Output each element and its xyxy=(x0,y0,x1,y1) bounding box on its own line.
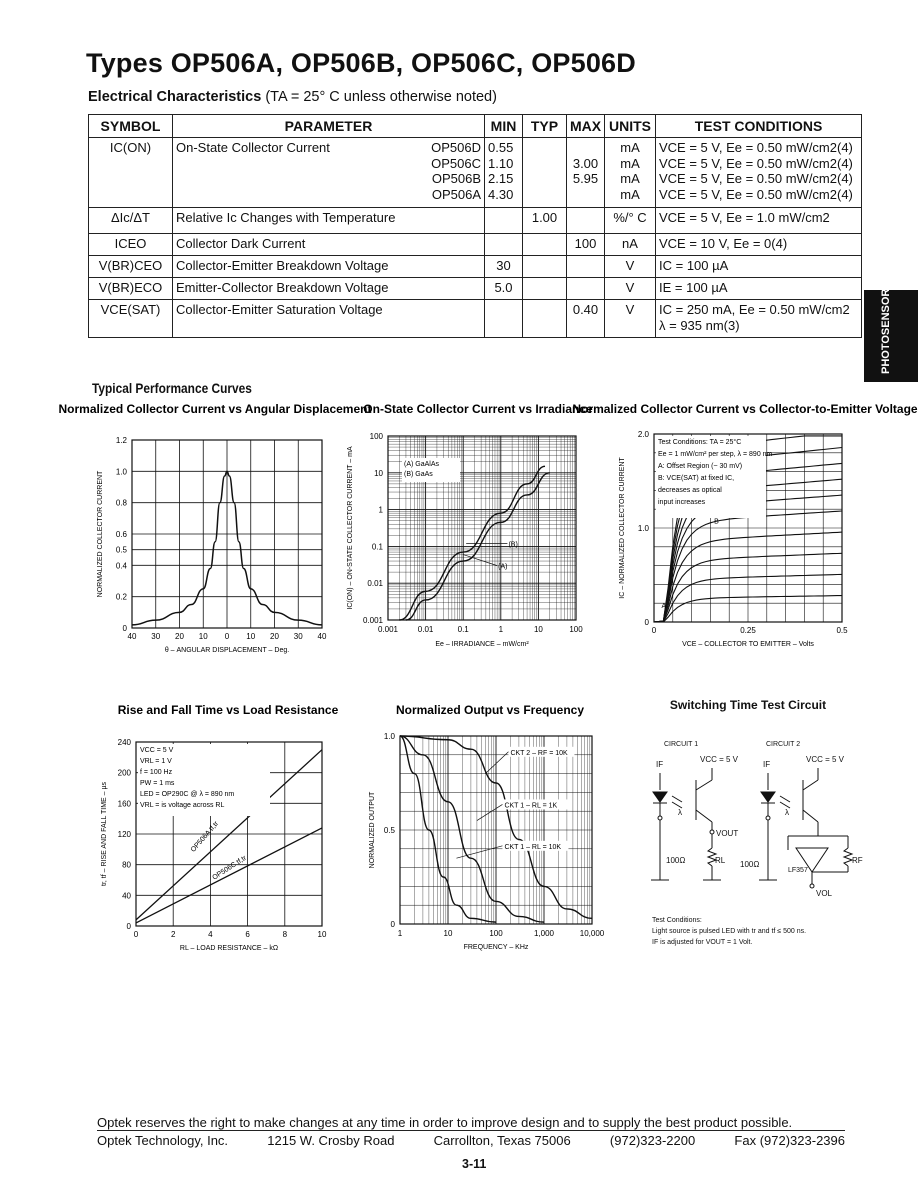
page-title: Types OP506A, OP506B, OP506C, OP506D xyxy=(86,48,636,78)
row-parameter: Relative Ic Changes with Temperature xyxy=(173,208,485,234)
chart-title: On-State Collector Current vs Irradiance xyxy=(363,402,593,416)
min-value: 2.15 xyxy=(488,171,514,186)
series-label: CKT 1 – RL = 1K xyxy=(504,802,558,810)
footer-notice: Optek reserves the right to make changes at any time in order to improve design and to supply the best product possible. xyxy=(97,1115,793,1130)
col-parameter: PARAMETER xyxy=(173,115,485,138)
test-conditions-note: IF is adjusted for VOUT = 1 Volt. xyxy=(652,939,753,946)
annotation-leader xyxy=(477,804,503,820)
condition: IC = 250 mA, Ee = 0.50 mW/cm2 xyxy=(659,302,850,317)
footer-contact xyxy=(97,1133,845,1148)
section-title: Typical Performance Curves xyxy=(92,380,252,396)
row-units: %/° C xyxy=(605,208,656,234)
y-tick-label: 120 xyxy=(117,830,131,839)
chart-plot xyxy=(369,732,605,951)
row-units xyxy=(605,138,656,208)
min-value: 4.30 xyxy=(488,186,514,202)
max-value: 3.00 xyxy=(572,155,599,171)
unit-value: mA xyxy=(620,171,640,186)
x-axis-label: θ – ANGULAR DISPLACEMENT – Deg. xyxy=(164,647,290,654)
table-row xyxy=(89,256,862,278)
annotation-leader xyxy=(485,752,508,774)
y-tick-label: 0.001 xyxy=(362,616,383,625)
y-tick-label: 1.0 xyxy=(115,467,127,477)
y-tick-label: 160 xyxy=(117,799,131,809)
annotation: decreases as optical xyxy=(658,487,722,494)
part-number: OP506B xyxy=(431,171,481,186)
vcc-label: VCC = 5 V xyxy=(700,755,739,764)
y-axis-label: tr, tf – RISE AND FALL TIME – µs xyxy=(101,781,108,887)
annotation: B: VCE(SAT) at fixed IC, xyxy=(658,475,735,482)
x-tick-label: 100 xyxy=(569,625,583,634)
vout-label: VOUT xyxy=(716,829,739,838)
row-max: 0.40 xyxy=(567,300,605,338)
condition: VCE = 5 V, Ee = 0.50 mW/cm2(4) xyxy=(659,155,853,171)
electrical-characteristics-heading xyxy=(88,89,497,105)
y-tick-label: 0.01 xyxy=(367,579,383,589)
x-tick-label: 1,000 xyxy=(533,929,555,938)
y-tick-label: 0 xyxy=(122,624,127,633)
lambda-label: λ xyxy=(678,808,682,817)
x-axis-label: Ee – IRRADIANCE – mW/cm² xyxy=(435,641,529,648)
y-axis-label: IC – NORMALIZED COLLECTOR CURRENT xyxy=(619,457,626,599)
x-tick-label: 0 xyxy=(133,930,139,939)
y-tick-label: 80 xyxy=(122,860,131,870)
table-row xyxy=(89,138,862,208)
min-value: 0.55 xyxy=(488,140,514,155)
company-city: Carrollton, Texas 75006 xyxy=(433,1133,571,1148)
row-max xyxy=(567,278,605,300)
row-min: 5.0 xyxy=(485,278,523,300)
annotation: LED = OP290C @ λ = 890 nm xyxy=(140,791,235,798)
y-tick-label: 0.4 xyxy=(115,561,127,571)
x-tick-label: 40 xyxy=(317,632,327,641)
max-value xyxy=(570,187,601,203)
x-tick-label: 0 xyxy=(224,632,230,641)
x-axis-label: VCE – COLLECTOR TO EMITTER – Volts xyxy=(682,641,814,648)
annotation: B xyxy=(714,518,719,526)
lambda-label: λ xyxy=(785,808,789,817)
x-tick-label: 10 xyxy=(443,929,453,938)
x-tick-label: 0.001 xyxy=(377,625,399,634)
chart-title: Normalized Output vs Frequency xyxy=(395,703,585,717)
row-conditions xyxy=(656,138,862,208)
x-tick-label: 100 xyxy=(489,929,503,938)
chart-title: Rise and Fall Time vs Load Resistance xyxy=(117,703,339,717)
legend-entry: (B) GaAs xyxy=(404,471,433,478)
chart-plot xyxy=(619,430,848,648)
subtitle-note: (TA = 25° C unless otherwise noted) xyxy=(265,89,497,105)
row-max: 100 xyxy=(567,234,605,256)
row-units: V xyxy=(605,278,656,300)
company-name: Optek Technology, Inc. xyxy=(97,1133,229,1148)
annotation: A xyxy=(661,602,667,610)
side-tab xyxy=(864,281,918,382)
legend-entry: (A) GaAlAs xyxy=(404,461,440,468)
annotation: Test Conditions: TA = 25°C xyxy=(658,439,742,446)
x-tick-label: 20 xyxy=(175,632,184,641)
y-tick-label: 0.6 xyxy=(115,530,127,539)
y-axis-label: IC(ON) – ON-STATE COLLECTOR CURRENT – mA xyxy=(347,446,354,610)
col-symbol: SYMBOL xyxy=(89,115,173,138)
row-symbol: V(BR)ECO xyxy=(89,278,173,300)
y-tick-label: 240 xyxy=(117,738,131,747)
annotation: A: Offset Region (~ 30 mV) xyxy=(658,463,743,470)
condition: VCE = 5 V, Ee = 0.50 mW/cm2(4) xyxy=(659,171,853,186)
y-tick-label: 1.0 xyxy=(637,524,649,533)
chart-irradiance xyxy=(338,398,600,663)
y-tick-label: 0 xyxy=(644,618,649,627)
y-tick-label: 0 xyxy=(390,920,395,929)
unit-value: mA xyxy=(620,155,640,171)
row-conditions: IC = 100 µA xyxy=(656,256,862,278)
part-number: OP506C xyxy=(431,155,481,171)
x-tick-label: 8 xyxy=(282,930,288,939)
col-min: MIN xyxy=(485,115,523,138)
row-typ xyxy=(523,300,567,338)
chart-title: Normalized Collector Current vs Angular Displacement xyxy=(58,402,372,416)
annotation: input increases xyxy=(658,499,706,506)
annotation: f = 100 Hz xyxy=(140,769,173,776)
data-curve xyxy=(136,828,322,923)
row-units: V xyxy=(605,300,656,338)
x-tick-label: 2 xyxy=(170,930,176,939)
row-min xyxy=(485,234,523,256)
series-label: OP506A tf,tr xyxy=(189,820,221,854)
row-symbol: IC(ON) xyxy=(89,138,173,208)
row-symbol: ICEO xyxy=(89,234,173,256)
x-tick-label: 1 xyxy=(498,625,504,634)
table-row xyxy=(89,278,862,300)
row-min xyxy=(485,300,523,338)
row-typ xyxy=(523,278,567,300)
resistor-label: 100Ω xyxy=(666,856,686,865)
row-conditions: IE = 100 µA xyxy=(656,278,862,300)
series-label: OP506C tf,tr xyxy=(211,854,248,882)
x-tick-label: 10 xyxy=(198,632,208,641)
row-parameter xyxy=(173,138,485,208)
row-min xyxy=(485,138,523,208)
col-conditions: TEST CONDITIONS xyxy=(656,115,862,138)
switching-circuit-diagram xyxy=(648,700,863,950)
x-tick-label: 10 xyxy=(317,930,327,939)
vol-label: VOL xyxy=(816,889,833,898)
x-tick-label: 0 xyxy=(651,626,657,635)
y-tick-label: 0.2 xyxy=(115,592,127,602)
row-max xyxy=(567,138,605,208)
series-label: (A) xyxy=(498,563,508,571)
x-tick-label: 0.5 xyxy=(836,626,848,635)
chart-title: Normalized Collector Current vs Collector-to-Emitter Voltage xyxy=(572,402,918,416)
rf-label: RF xyxy=(852,856,863,865)
row-typ: 1.00 xyxy=(523,208,567,234)
x-tick-label: 6 xyxy=(245,930,250,939)
x-tick-label: 0.25 xyxy=(740,626,756,635)
y-axis-label: NORMALIZED OUTPUT xyxy=(369,791,376,869)
condition: VCE = 5 V, Ee = 0.50 mW/cm2(4) xyxy=(659,186,853,202)
y-tick-label: 1 xyxy=(378,505,383,515)
circuit2-label: CIRCUIT 2 xyxy=(766,741,801,748)
row-conditions: VCE = 5 V, Ee = 1.0 mW/cm2 xyxy=(656,208,862,234)
side-tab-label: PHOTOSENSORS xyxy=(880,281,892,374)
chart-plot xyxy=(101,738,327,952)
data-curve xyxy=(400,736,544,922)
chart-frequency xyxy=(360,702,605,962)
y-axis-label: NORMALIZED COLLECTOR CURRENT xyxy=(97,470,104,598)
y-tick-label: 200 xyxy=(117,768,131,778)
table-row xyxy=(89,300,862,338)
part-number: OP506D xyxy=(431,140,481,155)
row-symbol: ΔIc/ΔT xyxy=(89,208,173,234)
y-tick-label: 0 xyxy=(126,922,131,931)
col-typ: TYP xyxy=(523,115,567,138)
company-fax: Fax (972)323-2396 xyxy=(734,1133,845,1148)
col-units: UNITS xyxy=(605,115,656,138)
x-tick-label: 10 xyxy=(533,625,543,634)
x-tick-label: 20 xyxy=(270,632,279,641)
circuit1-label: CIRCUIT 1 xyxy=(664,741,699,748)
circuit-title: Switching Time Test Circuit xyxy=(669,698,827,712)
x-tick-label: 10 xyxy=(246,632,256,641)
opamp-label: LF357 xyxy=(788,867,808,874)
y-tick-label: 1.0 xyxy=(383,732,395,741)
chart-plot xyxy=(347,432,583,648)
if-label: IF xyxy=(656,760,664,769)
row-max xyxy=(567,256,605,278)
parameter-name: On-State Collector Current xyxy=(176,140,330,155)
y-tick-label: 0.1 xyxy=(371,542,383,552)
row-units: V xyxy=(605,256,656,278)
table-header-row xyxy=(89,115,862,138)
row-typ xyxy=(523,256,567,278)
annotation: VRL = 1 V xyxy=(140,758,172,765)
row-symbol: V(BR)CEO xyxy=(89,256,173,278)
if-label: IF xyxy=(763,760,771,769)
y-tick-label: 1.2 xyxy=(115,436,127,445)
x-tick-label: 0.01 xyxy=(417,625,434,634)
x-tick-label: 30 xyxy=(151,632,161,641)
test-conditions-note: Light source is pulsed LED with tr and tf ≤ 500 ns. xyxy=(652,928,807,935)
row-min xyxy=(485,208,523,234)
circuit1 xyxy=(651,768,721,880)
y-tick-label: 100 xyxy=(369,432,383,441)
max-value xyxy=(570,140,601,156)
subtitle-bold: Electrical Characteristics xyxy=(88,89,262,105)
y-tick-label: 40 xyxy=(122,891,131,901)
y-tick-label: 10 xyxy=(374,468,383,478)
x-tick-label: 0.1 xyxy=(457,625,469,634)
x-tick-label: 4 xyxy=(208,930,213,939)
spec-table xyxy=(88,114,862,338)
row-conditions: VCE = 10 V, Ee = 0(4) xyxy=(656,234,862,256)
footer-divider xyxy=(97,1130,845,1131)
y-tick-label: 2.0 xyxy=(637,430,649,439)
row-parameter: Collector Dark Current xyxy=(173,234,485,256)
rl-label: RL xyxy=(715,856,726,865)
resistor-label: 100Ω xyxy=(740,860,760,869)
chart-rise-fall xyxy=(98,702,338,962)
company-address: 1215 W. Crosby Road xyxy=(267,1133,395,1148)
company-phone: (972)323-2200 xyxy=(609,1133,696,1148)
page-number: 3-11 xyxy=(462,1157,487,1171)
annotation: VCC = 5 V xyxy=(140,747,174,754)
row-parameter: Emitter-Collector Breakdown Voltage xyxy=(173,278,485,300)
series-label: CKT 2 – RF = 10K xyxy=(510,749,568,757)
annotation: Ee = 1 mW/cm² per step, λ = 890 nm xyxy=(658,451,773,458)
y-tick-label: 0.5 xyxy=(383,826,395,835)
x-tick-label: 30 xyxy=(293,632,303,641)
series-label: CKT 1 – RL = 10K xyxy=(504,843,562,851)
annotation: PW = 1 ms xyxy=(140,780,175,787)
annotation: VRL = is voltage across RL xyxy=(140,802,225,809)
min-value: 1.10 xyxy=(488,155,514,171)
row-conditions xyxy=(656,300,862,338)
x-tick-label: 1 xyxy=(397,929,403,938)
row-typ xyxy=(523,138,567,208)
unit-value: mA xyxy=(620,186,640,202)
condition: λ = 935 nm(3) xyxy=(659,317,740,333)
y-tick-label: 0.8 xyxy=(115,498,127,508)
vcc-label: VCC = 5 V xyxy=(806,755,845,764)
table-row xyxy=(89,234,862,256)
row-parameter: Collector-Emitter Breakdown Voltage xyxy=(173,256,485,278)
chart-plot xyxy=(97,436,327,654)
row-symbol: VCE(SAT) xyxy=(89,300,173,338)
max-value: 5.95 xyxy=(572,171,599,186)
row-units: nA xyxy=(605,234,656,256)
y-tick-label: 0.5 xyxy=(115,545,127,555)
part-number: OP506A xyxy=(431,186,481,202)
condition: VCE = 5 V, Ee = 0.50 mW/cm2(4) xyxy=(659,140,853,155)
row-min: 30 xyxy=(485,256,523,278)
series-label: (B) xyxy=(508,541,518,549)
x-tick-label: 40 xyxy=(127,632,137,641)
row-max xyxy=(567,208,605,234)
col-max: MAX xyxy=(567,115,605,138)
table-row xyxy=(89,208,862,234)
x-tick-label: 10,000 xyxy=(579,929,605,938)
test-conditions-note: Test Conditions: xyxy=(652,917,702,924)
x-axis-label: FREQUENCY – KHz xyxy=(463,944,529,951)
unit-value: mA xyxy=(620,140,640,155)
row-parameter: Collector-Emitter Saturation Voltage xyxy=(173,300,485,338)
x-axis-label: RL – LOAD RESISTANCE – kΩ xyxy=(179,945,279,952)
row-typ xyxy=(523,234,567,256)
